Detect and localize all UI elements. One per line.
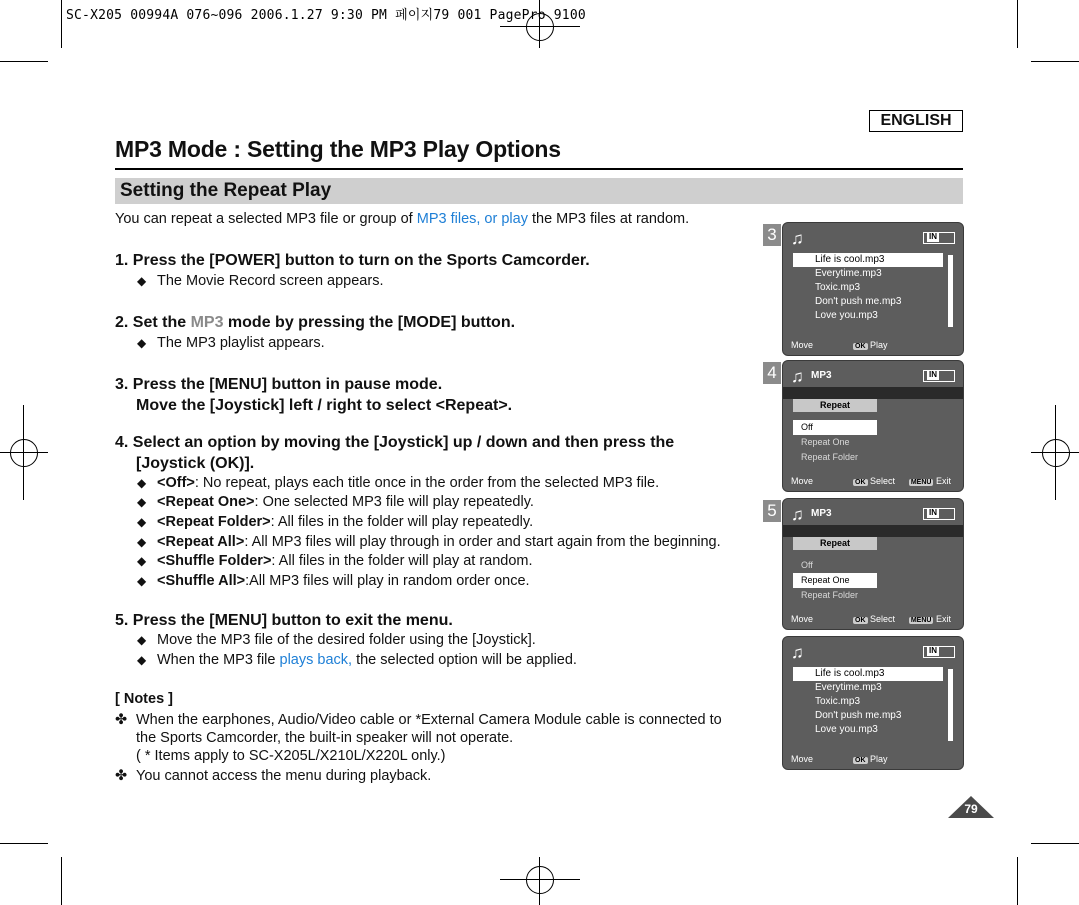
battery-icon — [923, 232, 955, 244]
menu-tabs — [783, 387, 963, 399]
section-title: Setting the Repeat Play — [120, 180, 332, 201]
step-2-bullet: ◆ The MP3 playlist appears. — [137, 335, 325, 351]
note-1: ✤ When the earphones, Audio/Video cable or *External Camera Module cable is connected to the Sports Camcorder, the built-in speaker will not operate. ( * Items apply to SC-X205L/X210L/X220L only.) — [115, 712, 722, 764]
menu-hint: MENU Exit — [910, 614, 951, 624]
crop-mark — [61, 857, 62, 905]
menu-option: Off — [793, 420, 877, 435]
note-2: ✤ You cannot access the menu during playback. — [115, 768, 432, 784]
menu-panel — [793, 537, 877, 603]
list-item: Everytime.mp3 — [815, 268, 882, 279]
mode-label: MP3 — [811, 508, 832, 519]
crop-mark — [1017, 0, 1018, 48]
move-hint: Move — [791, 754, 814, 764]
step-4-bullet-shuffle-all: ◆ <Shuffle All>:All MP3 files will play in random order once. — [137, 573, 530, 589]
list-item: Toxic.mp3 — [815, 282, 861, 293]
crop-mark — [0, 61, 48, 62]
music-note-icon: ♫ — [791, 367, 804, 386]
screen-number: 4 — [763, 362, 781, 384]
menu-tabs — [783, 525, 963, 537]
title-divider — [115, 168, 963, 170]
scrollbar — [948, 255, 953, 327]
step-4-bullet-off: ◆ <Off>: No repeat, plays each title once in the order from the selected MP3 file. — [137, 475, 660, 491]
page-title: MP3 Mode : Setting the MP3 Play Options — [115, 136, 561, 162]
screen-playlist-repeat — [782, 636, 964, 770]
screen-footer — [783, 749, 963, 769]
intro-paragraph — [115, 211, 689, 227]
menu-panel — [793, 399, 877, 465]
crop-mark — [1017, 857, 1018, 905]
ok-hint: OK Select — [855, 476, 896, 486]
list-item: Love you.mp3 — [815, 310, 878, 321]
move-hint: Move — [791, 614, 814, 624]
registration-line — [23, 405, 24, 500]
menu-option: Repeat Folder — [793, 450, 877, 465]
list-item: Life is cool.mp3 — [793, 253, 943, 267]
ok-hint: OK Play — [855, 340, 888, 350]
memory-in-icon: IN — [929, 646, 937, 655]
screen-footer — [783, 471, 963, 491]
intro-text-end: the MP3 files at random. — [527, 211, 690, 227]
list-item: Toxic.mp3 — [815, 696, 861, 707]
menu-title: Repeat — [793, 537, 877, 550]
music-note-icon: ♫ — [791, 505, 804, 524]
registration-line — [1055, 405, 1056, 500]
step-5-bullet-1: ◆ Move the MP3 file of the desired folder using the [Joystick]. — [137, 632, 536, 648]
step-4-bullet-shuffle-folder: ◆ <Shuffle Folder>: All files in the folder will play at random. — [137, 553, 533, 569]
move-hint: Move — [791, 340, 814, 350]
screen-number: 3 — [763, 224, 781, 246]
playlist — [793, 667, 943, 737]
menu-option: Repeat One — [793, 435, 877, 450]
crop-mark — [1031, 843, 1079, 844]
menu-option: Repeat Folder — [793, 588, 877, 603]
list-item: Don't push me.mp3 — [815, 710, 902, 721]
step-4-bullet-repeat-one: ◆ <Repeat One>: One selected MP3 file will play repeatedly. — [137, 494, 534, 510]
memory-in-icon: IN — [929, 370, 937, 379]
crop-mark — [0, 843, 48, 844]
list-item: Love you.mp3 — [815, 724, 878, 735]
step-4: 4. Select an option by moving the [Joystick] up / down and then press the [Joystick (OK)]. — [115, 434, 675, 472]
step-2: 2. Set the MP3 mode by pressing the [MODE] button. — [115, 314, 516, 331]
screen-playlist — [782, 222, 964, 356]
menu-hint: MENU Exit — [910, 476, 951, 486]
move-hint: Move — [791, 476, 814, 486]
battery-icon — [923, 646, 955, 658]
mode-label: MP3 — [811, 370, 832, 381]
menu-option: Repeat One — [793, 573, 877, 588]
music-note-icon: ♫ — [791, 229, 804, 248]
ok-hint: OK Select — [855, 614, 896, 624]
step-1: 1. Press the [POWER] button to turn on the Sports Camcorder. — [115, 252, 590, 269]
music-note-icon: ♫ — [791, 643, 804, 662]
up-arrow-icon — [793, 550, 877, 558]
page-number: 79 — [948, 796, 994, 818]
scrollbar — [948, 669, 953, 741]
crop-mark — [1031, 61, 1079, 62]
playlist — [793, 253, 943, 323]
crop-mark — [61, 0, 62, 48]
intro-text: You can repeat a selected MP3 file or group of — [115, 211, 417, 227]
step-4-bullet-repeat-all: ◆ <Repeat All>: All MP3 files will play through in order and start again from the beginning. — [137, 534, 721, 550]
battery-icon — [923, 508, 955, 520]
memory-in-icon: IN — [929, 508, 937, 517]
step-1-bullet: ◆ The Movie Record screen appears. — [137, 273, 384, 289]
print-header: SC-X205 00994A 076~096 2006.1.27 9:30 PM 페이지79 001 PagePro 9100 — [66, 8, 586, 23]
notes-heading: [ Notes ] — [115, 691, 173, 707]
menu-option: Off — [793, 558, 877, 573]
menu-title: Repeat — [793, 399, 877, 412]
memory-in-icon: IN — [929, 232, 937, 241]
screen-footer — [783, 609, 963, 629]
language-badge: ENGLISH — [869, 110, 963, 132]
step-5: 5. Press the [MENU] button to exit the menu. — [115, 612, 453, 629]
intro-link: MP3 files, or play — [416, 211, 528, 227]
cross-icon: ✤ — [115, 712, 128, 728]
screen-repeat-menu — [782, 360, 964, 492]
list-item: Don't push me.mp3 — [815, 296, 902, 307]
battery-icon — [923, 370, 955, 382]
list-item: Everytime.mp3 — [815, 682, 882, 693]
screen-footer — [783, 335, 963, 355]
registration-line — [539, 857, 540, 905]
step-4-bullet-repeat-folder: ◆ <Repeat Folder>: All files in the folder will play repeatedly. — [137, 514, 534, 530]
up-arrow-icon — [793, 412, 877, 420]
cross-icon: ✤ — [115, 768, 128, 784]
screen-repeat-menu-selected — [782, 498, 964, 630]
list-item: Life is cool.mp3 — [793, 667, 943, 681]
screen-number: 5 — [763, 500, 781, 522]
ok-hint: OK Play — [855, 754, 888, 764]
step-5-bullet-2: ◆ When the MP3 file plays back, the selected option will be applied. — [137, 652, 577, 668]
step-3: 3. Press the [MENU] button in pause mode. Move the [Joystick] left / right to select <Repeat>. — [115, 376, 513, 414]
